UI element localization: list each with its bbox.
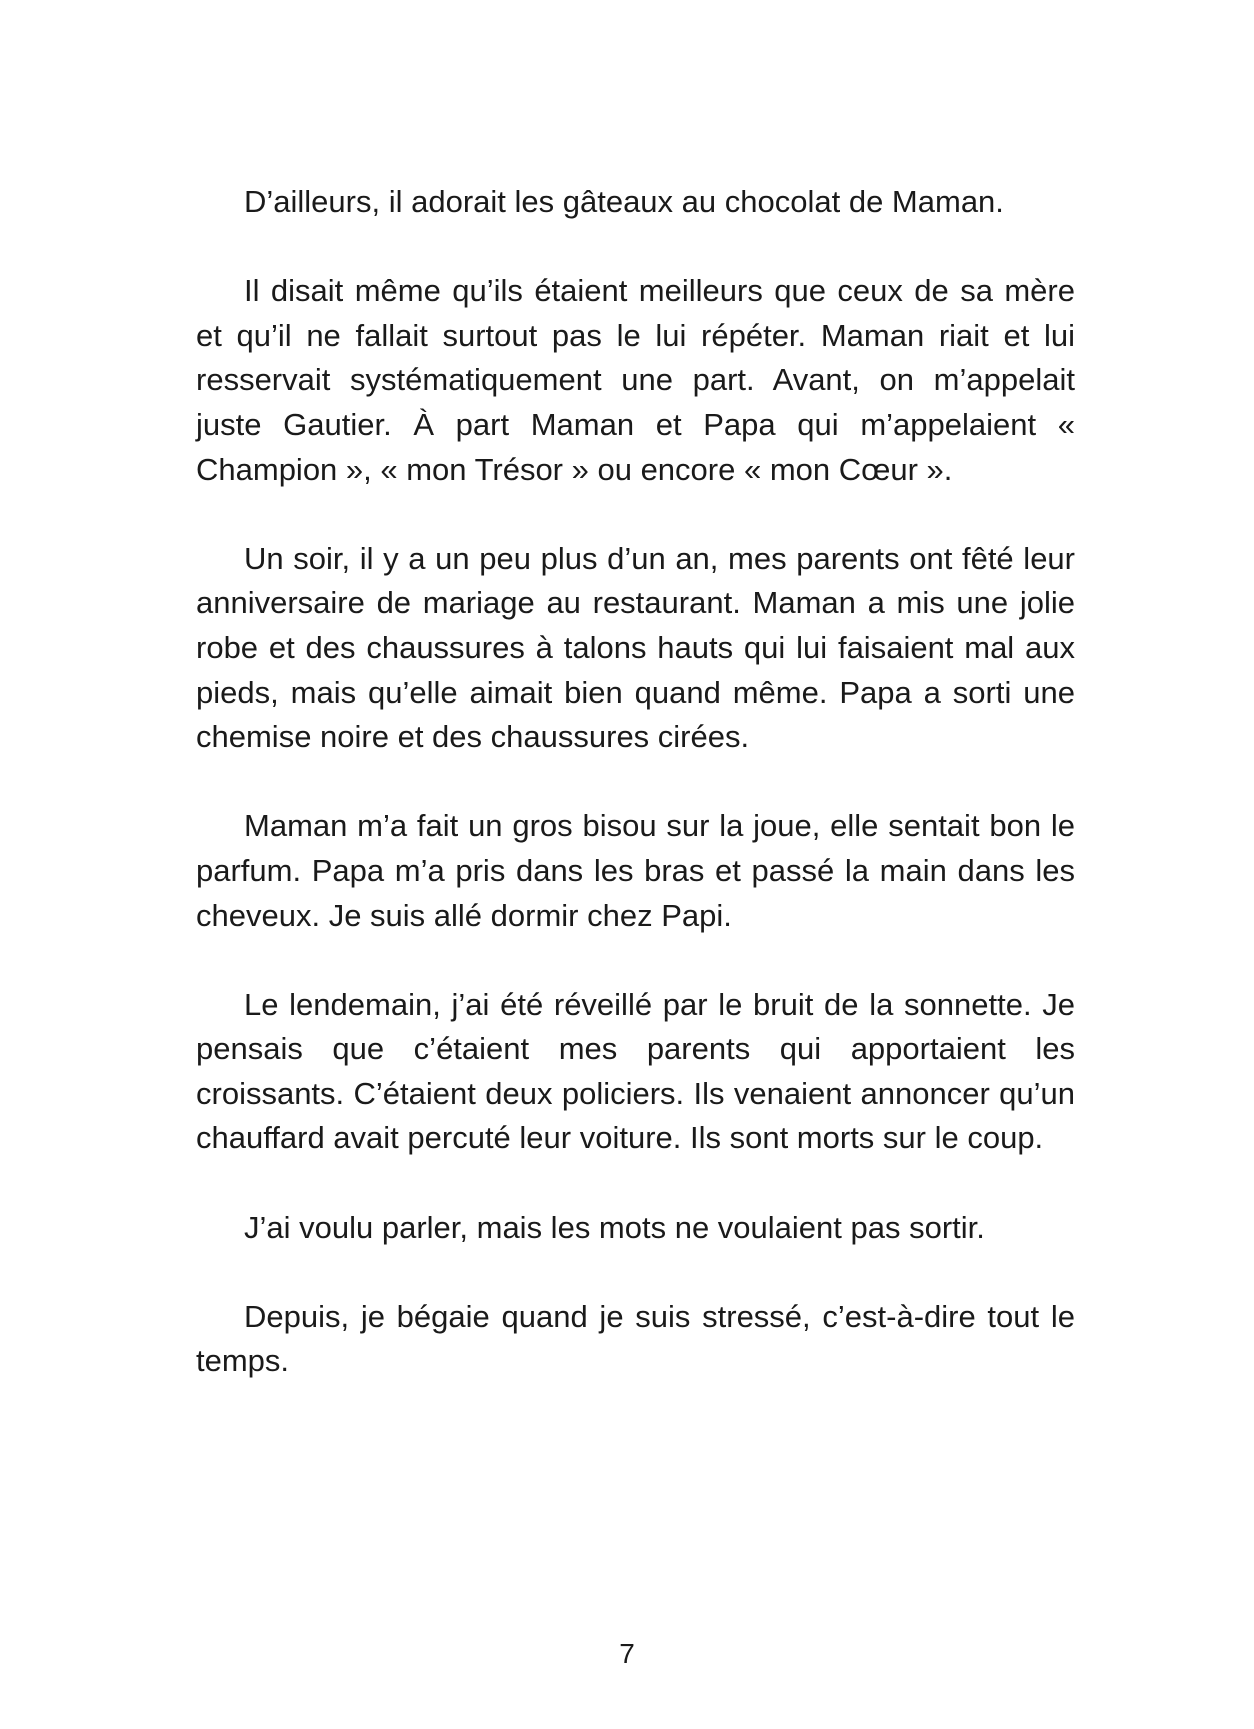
- paragraph: D’ailleurs, il adorait les gâteaux au chocolat de Maman.: [244, 184, 1004, 219]
- paragraph: J’ai voulu parler, mais les mots ne voulaient pas sortir.: [244, 1209, 985, 1245]
- page-number: 7: [619, 1638, 635, 1669]
- paragraph: Le lendemain, j’ai été réveillé par le bruit de la sonnette. Je pensais que c’étaient mes parents qui apportaient les croissants. C’étaient deux policiers. Ils venaient annoncer qu’un chauffard avait percuté leur voiture. Ils sont morts sur le coup.: [196, 986, 1075, 1156]
- paragraph: Depuis, je bégaie quand je suis stressé, c’est-à-dire tout le temps.: [196, 1298, 1075, 1379]
- body-text: [196, 180, 1075, 1384]
- paragraph: Il disait même qu’ils étaient meilleurs que ceux de sa mère et qu’il ne fallait surtout pas le lui répéter. Maman riait et lui resservait systématiquement une part. Avant, on m’appelait juste Gautier. À part Maman et Papa qui m’appelaient « Champion », « mon Trésor » ou encore « mon Cœur ».: [196, 273, 1075, 487]
- paragraph: Un soir, il y a un peu plus d’un an, mes parents ont fêté leur anniversaire de mariage au restaurant. Maman a mis une jolie robe et des chaussures à talons hauts qui lui faisaient mal aux pieds, mais qu’elle aimait bien quand même. Papa a sorti une chemise noire et des chaussures cirées.: [196, 540, 1075, 755]
- paragraph: Maman m’a fait un gros bisou sur la joue, elle sentait bon le parfum. Papa m’a pris dans les bras et passé la main dans les cheveux. Je suis allé dormir chez Papi.: [196, 808, 1075, 933]
